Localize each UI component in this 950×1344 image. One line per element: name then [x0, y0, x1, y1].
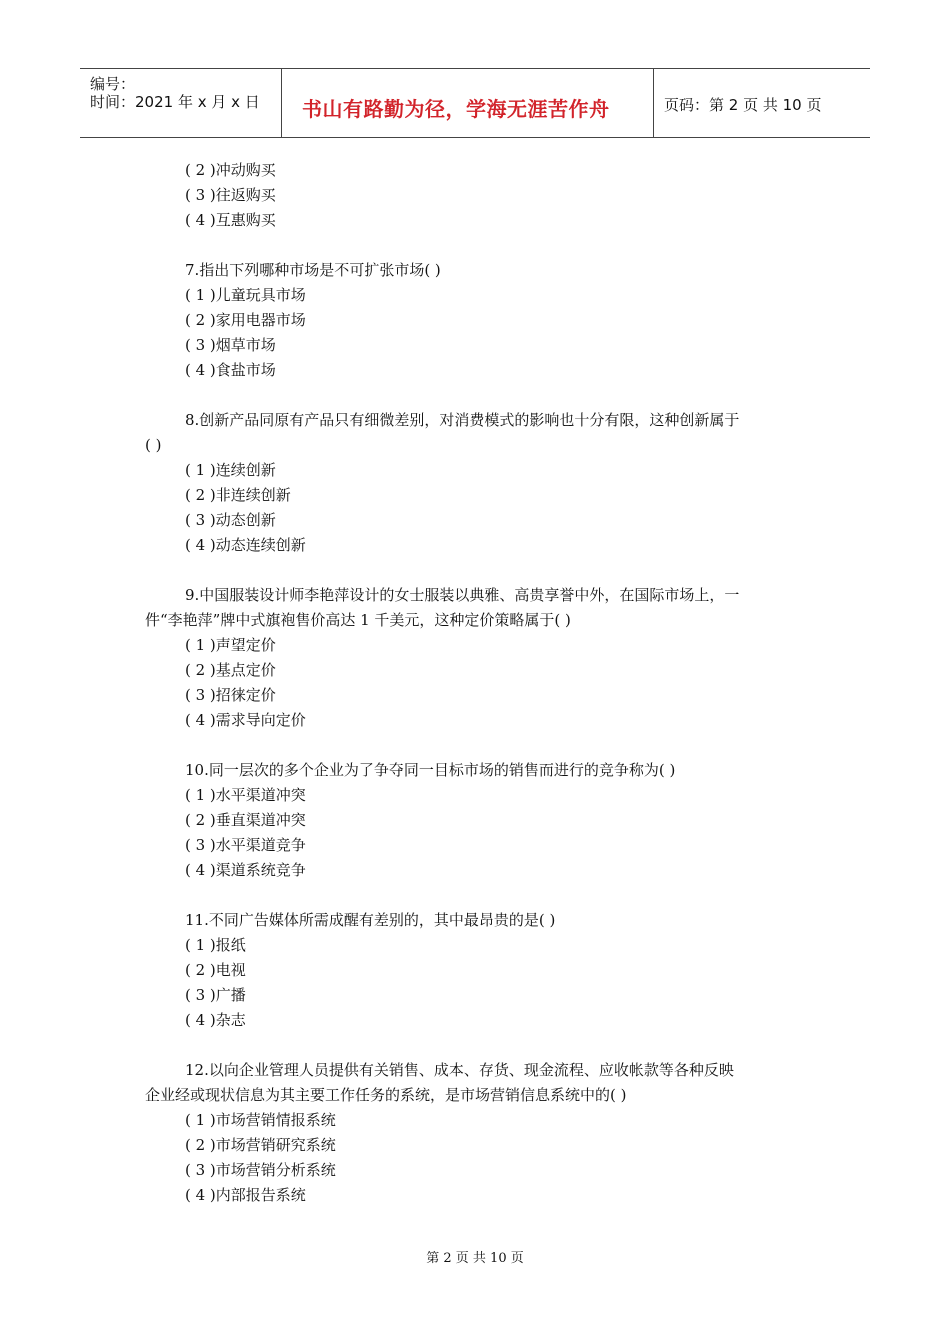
- question-9: [145, 583, 810, 733]
- question-text: 9.中国服装设计师李艳萍设计的女士服装以典雅、高贵享誉中外，在国际市场上，一: [185, 586, 740, 604]
- question-text: 12.以向企业管理人员提供有关销售、成本、存货、现金流程、应收帐款等各种反映: [185, 1061, 734, 1079]
- option: ( 2 )垂直渠道冲突: [185, 811, 306, 829]
- option: ( 1 )连续创新: [185, 461, 276, 479]
- question-text: 8.创新产品同原有产品只有细微差别，对消费模式的影响也十分有限，这种创新属于: [185, 411, 740, 429]
- option: ( 1 )儿童玩具市场: [185, 286, 306, 304]
- option: ( 3 )市场营销分析系统: [185, 1161, 336, 1179]
- serial-label: 编号：: [90, 75, 136, 93]
- question-10: [145, 758, 810, 883]
- option: ( 4 )动态连续创新: [185, 536, 306, 554]
- question-12: [145, 1058, 810, 1208]
- option: ( 1 )声望定价: [185, 636, 276, 654]
- question-7: [145, 258, 810, 383]
- question-text-continued: 件“李艳萍”牌中式旗袍售价高达 1 千美元，这种定价策略属于( ): [145, 611, 571, 629]
- option: ( 3 )烟草市场: [185, 336, 276, 354]
- option: ( 1 )报纸: [185, 936, 246, 954]
- page-footer: 第 2 页 共 10 页: [426, 1251, 524, 1266]
- question-list: [145, 158, 810, 1208]
- option: ( 3 )水平渠道竞争: [185, 836, 306, 854]
- option: ( 3 )往返购买: [185, 186, 276, 204]
- option: ( 3 )动态创新: [185, 511, 276, 529]
- option: ( 1 )水平渠道冲突: [185, 786, 306, 804]
- question-text: 11.不同广告媒体所需成醒有差别的，其中最昂贵的是( ): [185, 911, 556, 929]
- question-text: 7.指出下列哪种市场是不可扩张市场( ): [185, 261, 441, 279]
- option: ( 4 )互惠购买: [185, 211, 276, 229]
- option: ( 3 )招徕定价: [185, 686, 276, 704]
- header-page-cell: [654, 69, 870, 137]
- question-8: [145, 408, 810, 558]
- option: ( 4 )需求导向定价: [185, 711, 306, 729]
- option: ( 2 )非连续创新: [185, 486, 291, 504]
- option: ( 2 )基点定价: [185, 661, 276, 679]
- option: ( 4 )内部报告系统: [185, 1186, 306, 1204]
- option: ( 4 )食盐市场: [185, 361, 276, 379]
- option: ( 2 )市场营销研究系统: [185, 1136, 336, 1154]
- question-text: 10.同一层次的多个企业为了争夺同一目标市场的销售而进行的竞争称为( ): [185, 761, 676, 779]
- page-header: [80, 68, 870, 138]
- option: ( 2 )冲动购买: [185, 161, 276, 179]
- time-label: 时间：2021 年 x 月 x 日: [90, 93, 260, 111]
- question-6-options: [145, 158, 810, 233]
- option: ( 4 )渠道系统竞争: [185, 861, 306, 879]
- motto-text: 书山有路勤为径，学海无涯苦作舟: [302, 97, 610, 121]
- option: ( 2 )家用电器市场: [185, 311, 306, 329]
- question-11: [145, 908, 810, 1033]
- option: ( 3 )广播: [185, 986, 246, 1004]
- option: ( 1 )市场营销情报系统: [185, 1111, 336, 1129]
- header-motto-cell: [282, 69, 654, 137]
- option: ( 4 )杂志: [185, 1011, 246, 1029]
- question-text-continued: ( ): [145, 436, 162, 454]
- header-meta-cell: [80, 69, 282, 137]
- header-page-info: 页码：第 2 页 共 10 页: [664, 96, 822, 114]
- option: ( 2 )电视: [185, 961, 246, 979]
- question-text-continued: 企业经或现状信息为其主要工作任务的系统，是市场营销信息系统中的( ): [145, 1086, 627, 1104]
